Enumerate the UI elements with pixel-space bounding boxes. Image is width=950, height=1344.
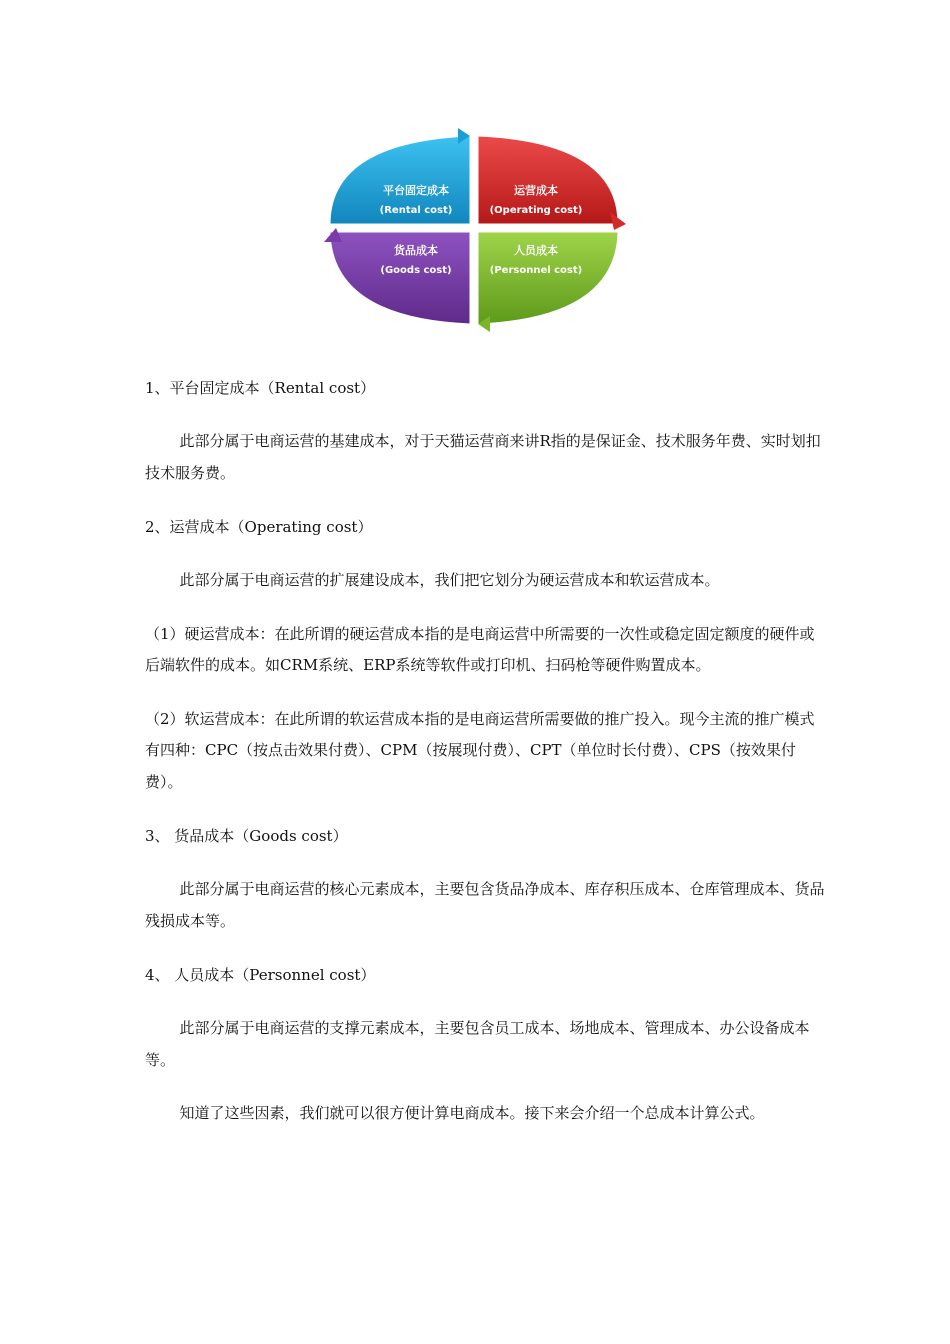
cost-cycle-svg xyxy=(318,120,638,340)
section-2-heading: 2、运营成本（Operating cost） xyxy=(145,518,373,536)
quadrant-goods-sub: (Goods cost) xyxy=(380,265,452,276)
document-body xyxy=(145,372,825,1130)
section-2-soft-ops-paragraph: （2）软运营成本：在此所谓的软运营成本指的是电商运营所需要做的推广投入。现今主流的推广模式有四种：CPC（按点击效果付费）、CPM（按展现付费）、CPT（单位时长付费）、CPS（按效果付费）。 xyxy=(145,709,815,791)
section-2-hard-ops-paragraph: （1）硬运营成本：在此所谓的硬运营成本指的是电商运营中所需要的一次性或稳定固定额度的硬件或后端软件的成本。如CRM系统、ERP系统等软件或打印机、扫码枪等硬件购置成本。 xyxy=(145,624,815,674)
section-2-paragraph: 此部分属于电商运营的扩展建设成本，我们把它划分为硬运营成本和软运营成本。 xyxy=(179,571,720,589)
quadrant-goods-label: 货品成本 xyxy=(394,244,438,257)
quadrant-personnel xyxy=(478,232,618,332)
quadrant-operating-label: 运营成本 xyxy=(514,184,558,197)
quadrant-rental-sub: (Rental cost) xyxy=(379,205,453,216)
cost-cycle-diagram xyxy=(318,120,638,340)
quadrant-personnel-label: 人员成本 xyxy=(514,244,558,257)
section-3-paragraph: 此部分属于电商运营的核心元素成本，主要包含货品净成本、库存积压成本、仓库管理成本、货品残损成本等。 xyxy=(145,880,825,930)
quadrant-operating xyxy=(478,136,626,230)
section-1-heading: 1、平台固定成本（Rental cost） xyxy=(145,379,376,397)
quadrant-goods xyxy=(324,228,470,324)
quadrant-rental xyxy=(330,128,470,224)
quadrant-personnel-sub: (Personnel cost) xyxy=(489,265,583,276)
section-4-paragraph: 此部分属于电商运营的支撑元素成本，主要包含员工成本、场地成本、管理成本、办公设备成本等。 xyxy=(145,1019,810,1069)
quadrant-rental-label: 平台固定成本 xyxy=(383,184,449,197)
quadrant-operating-sub: (Operating cost) xyxy=(489,205,583,216)
closing-paragraph: 知道了这些因素，我们就可以很方便计算电商成本。接下来会介绍一个总成本计算公式。 xyxy=(179,1104,765,1122)
section-1-paragraph: 此部分属于电商运营的基建成本，对于天猫运营商来讲R指的是保证金、技术服务年费、实时划扣技术服务费。 xyxy=(145,432,821,482)
section-4-heading: 4、 人员成本（Personnel cost） xyxy=(145,966,376,984)
section-3-heading: 3、 货品成本（Goods cost） xyxy=(145,827,348,845)
